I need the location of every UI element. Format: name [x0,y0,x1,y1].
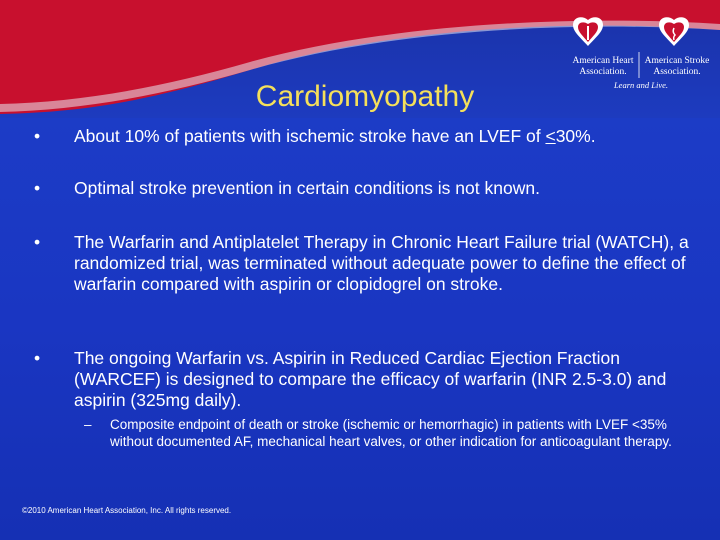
bullet-marker: • [34,126,41,146]
sub-bullet-text: Composite endpoint of death or stroke (ischemic or hemorrhagic) in patients with LVEF <35% without documented AF, mechanical heart valves, or other indication for anticoagulant therapy. [110,417,672,449]
bullet-text: 30%. [555,126,596,146]
bullet-item [34,232,694,295]
asa-heart-brain-icon [659,17,689,46]
bullet-item [34,178,540,199]
bullet-marker: • [34,178,41,198]
slide-title: Cardiomyopathy [255,80,475,113]
copyright-notice: ©2010 American Heart Association, Inc. All rights reserved. [22,506,232,515]
bullet-marker: • [34,232,41,252]
logo-tagline: Learn and Live. [613,80,669,90]
sub-bullet-marker: – [84,417,92,432]
sub-bullet-item [84,416,710,450]
bullet-item [34,126,596,147]
bullet-text: Optimal stroke prevention in certain conditions is not known. [74,178,540,198]
bullet-marker: • [34,348,41,368]
aha-heart-torch-icon [573,17,603,46]
bullet-text: The ongoing Warfarin vs. Aspirin in Reduced Cardiac Ejection Fraction (WARCEF) is designed to compare the efficacy of warfarin (INR 2.5-3.0) and aspirin (325mg daily). [74,348,667,410]
bullet-text: The Warfarin and Antiplatelet Therapy in Chronic Heart Failure trial (WATCH), a randomized trial, was terminated without adequate power to define the effect of warfarin compared with aspirin or clopidogrel on stroke. [74,232,689,294]
logo-aha-name: American Heart Association. [572,56,634,77]
bullet-text-underlined: < [545,126,556,146]
bullet-item [34,348,694,411]
logo-asa-name: American Stroke Association. [644,56,710,77]
bullet-text: About 10% of patients with ischemic stroke have an LVEF of [74,126,546,146]
